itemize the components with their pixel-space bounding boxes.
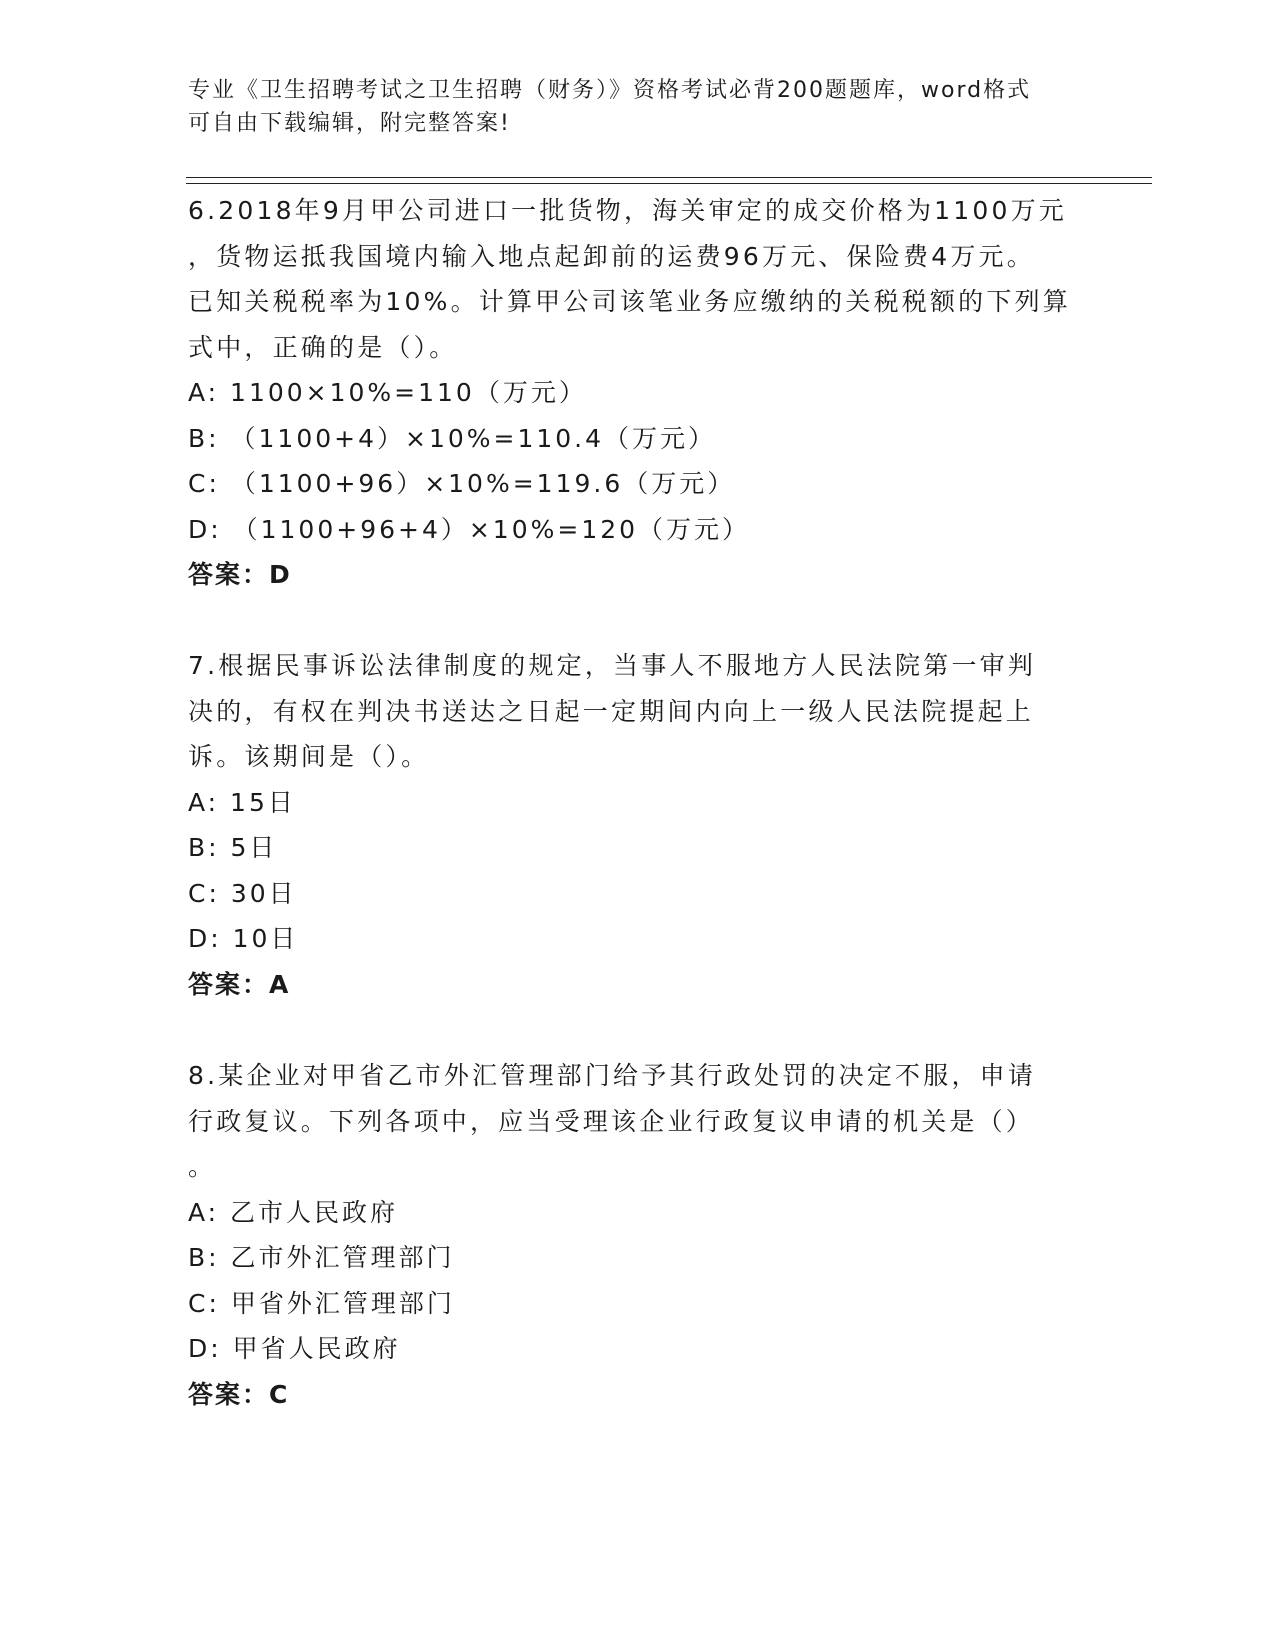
question-stem bbox=[188, 188, 1088, 370]
option-c: C: 30日 bbox=[188, 878, 297, 908]
question-stem-line: ，货物运抵我国境内输入地点起卸前的运费96万元、保险费4万元。 bbox=[188, 241, 1035, 271]
question-stem-line: 行政复议。下列各项中，应当受理该企业行政复议申请的机关是（） bbox=[188, 1106, 1035, 1136]
option-d: D: 甲省人民政府 bbox=[188, 1334, 401, 1363]
header-rule-bottom bbox=[186, 183, 1152, 184]
option-a: A: 15日 bbox=[188, 787, 296, 817]
question-stem-line: 已知关税税率为10%。计算甲公司该笔业务应缴纳的关税税额的下列算 bbox=[188, 287, 1071, 316]
question-stem-line: 8.某企业对甲省乙市外汇管理部门给予其行政处罚的决定不服，申请 bbox=[188, 1061, 1037, 1090]
option-d: D: （1100+96+4）×10%=120（万元） bbox=[188, 514, 751, 544]
question-stem-line: 决的，有权在判决书送达之日起一定期间内向上一级人民法院提起上 bbox=[188, 696, 1035, 726]
option-b: B: （1100+4）×10%=110.4（万元） bbox=[188, 423, 717, 453]
question-stem-line: 式中，正确的是（）。 bbox=[188, 332, 458, 362]
answer-line: 答案：A bbox=[188, 969, 291, 999]
question-stem-line: 诉。该期间是（）。 bbox=[188, 742, 430, 771]
option-b: B: 乙市外汇管理部门 bbox=[188, 1243, 455, 1272]
option-b: B: 5日 bbox=[188, 833, 278, 862]
option-c: C: （1100+96）×10%=119.6（万元） bbox=[188, 469, 736, 498]
question-stem bbox=[188, 1053, 1088, 1190]
option-a: A: 乙市人民政府 bbox=[188, 1197, 399, 1227]
question-stem-line: 6.2018年9月甲公司进口一批货物，海关审定的成交价格为1100万元 bbox=[188, 196, 1068, 225]
question-stem-line: 。 bbox=[188, 1152, 217, 1181]
question-stem-line: 7.根据民事诉讼法律制度的规定，当事人不服地方人民法院第一审判 bbox=[188, 651, 1037, 680]
answer-line: 答案：D bbox=[188, 560, 292, 589]
header-rule-top bbox=[186, 177, 1152, 178]
question-stem bbox=[188, 643, 1088, 780]
option-a: A: 1100×10%=110（万元） bbox=[188, 378, 587, 407]
question-8 bbox=[188, 1053, 1088, 1417]
question-7 bbox=[188, 643, 1088, 1007]
document-header: 专业《卫生招聘考试之卫生招聘（财务）》资格考试必背200题题库，word格式 可自由下载编辑，附完整答案! bbox=[188, 78, 1032, 136]
option-d: D: 10日 bbox=[188, 924, 299, 953]
answer-line: 答案：C bbox=[188, 1379, 290, 1409]
question-6 bbox=[188, 188, 1088, 598]
option-c: C: 甲省外汇管理部门 bbox=[188, 1288, 455, 1318]
